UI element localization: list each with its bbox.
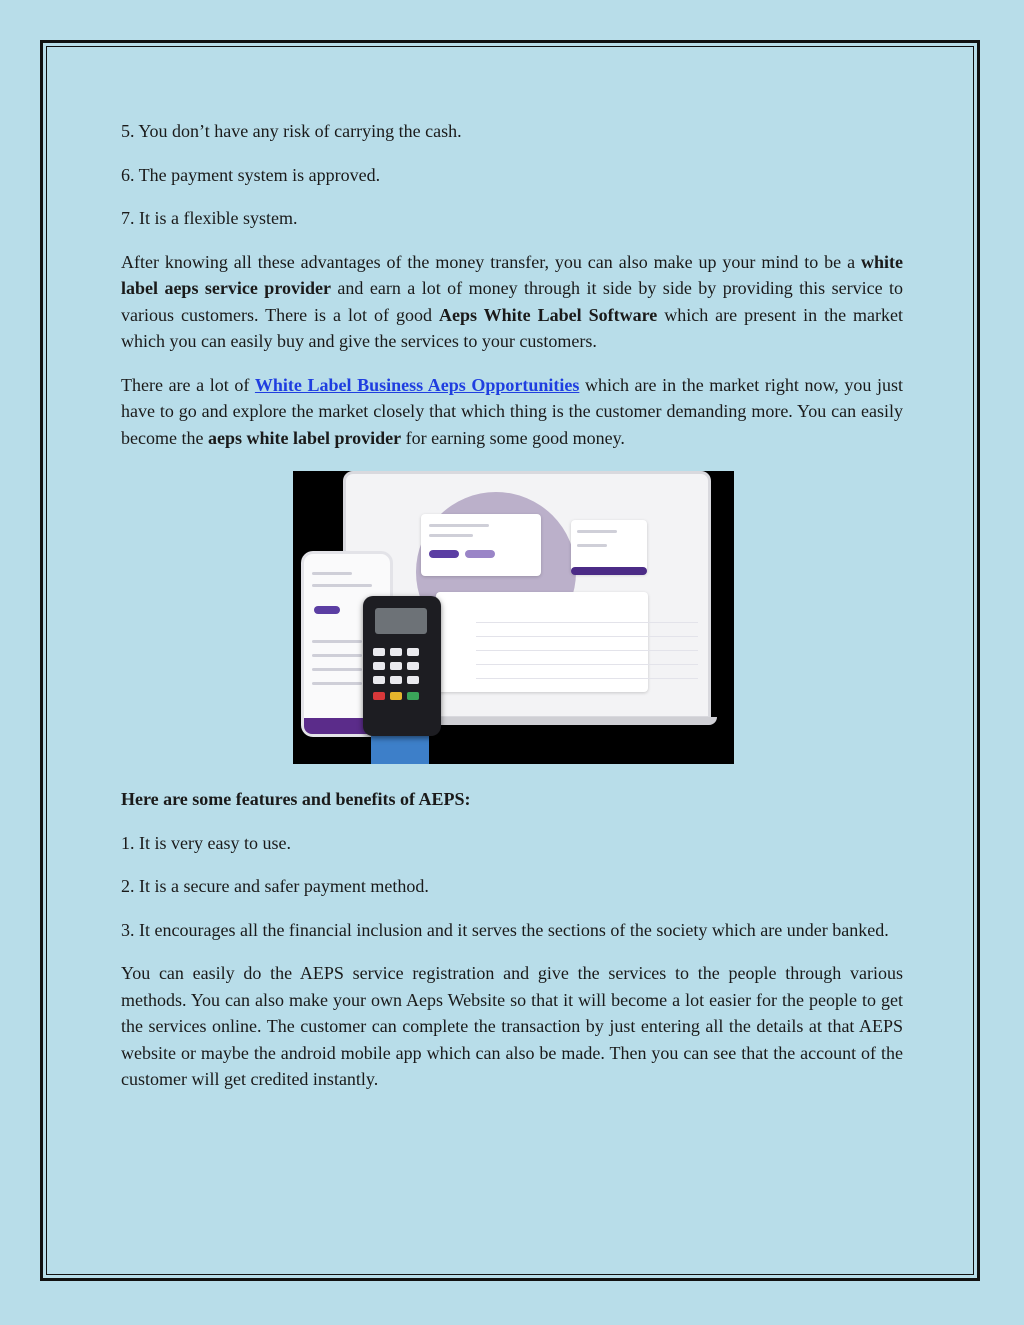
feature-item-2: 2. It is a secure and safer payment method. <box>121 876 429 896</box>
aeps-product-image <box>293 471 734 764</box>
feature-item-3: 3. It encourages all the financial inclusion and it serves the sections of the society which are under banked. <box>121 919 889 940</box>
list-item-6: 6. The payment system is approved. <box>121 164 381 185</box>
paragraph-text: and earn a lot of money through it side by side by providing this service to various customers. There is a lot of good <box>121 278 903 325</box>
balance-card <box>571 520 647 574</box>
paragraph-text: which are in the market right now, you just have to go and explore the market closely that which thing is the customer demanding more. You can easily become the <box>121 374 904 448</box>
paragraph-text: which are present in the market which you can easily buy and give the services to your customers. <box>121 304 904 351</box>
paragraph-opportunities <box>121 372 903 452</box>
features-heading <box>121 786 903 813</box>
features-heading-text: Here are some features and benefits of AEPS: <box>121 789 471 809</box>
feature-item-1: 1. It is very easy to use. <box>121 832 291 853</box>
bold-phrase: Aeps White Label Software <box>438 304 658 325</box>
action-bar <box>571 567 647 575</box>
paragraph-text: There are a lot of <box>121 374 255 395</box>
paragraph-text: for earning some good money. <box>401 427 625 448</box>
bold-phrase: white label aeps service provider <box>121 251 903 298</box>
opportunities-link[interactable]: White Label Business Aeps Opportunities <box>254 374 580 395</box>
list-item-7: 7. It is a flexible system. <box>121 208 298 228</box>
transactions-table <box>436 592 648 692</box>
paragraph-closing: You can easily do the AEPS service registration and give the services to the people through various methods. You can also make your own Aeps Website so that it will become a lot easier for the people to get the services online. The customer can complete the transaction by just entering all the details at that AEPS website or maybe the android mobile app which can also be made. Then you can see that the account of the customer will get credited instantly. <box>121 963 903 1089</box>
paragraph-text: After knowing all these advantages of the money transfer, you can also make up your mind to be a <box>121 251 861 272</box>
terminal-screen <box>375 608 427 634</box>
paragraph-advantages <box>121 249 903 355</box>
dashboard-card <box>421 514 541 576</box>
document-body <box>121 118 903 1110</box>
list-item-5: 5. You don’t have any risk of carrying the cash. <box>121 121 462 141</box>
pos-terminal-illustration <box>363 596 441 736</box>
bold-phrase: aeps white label provider <box>207 427 402 448</box>
